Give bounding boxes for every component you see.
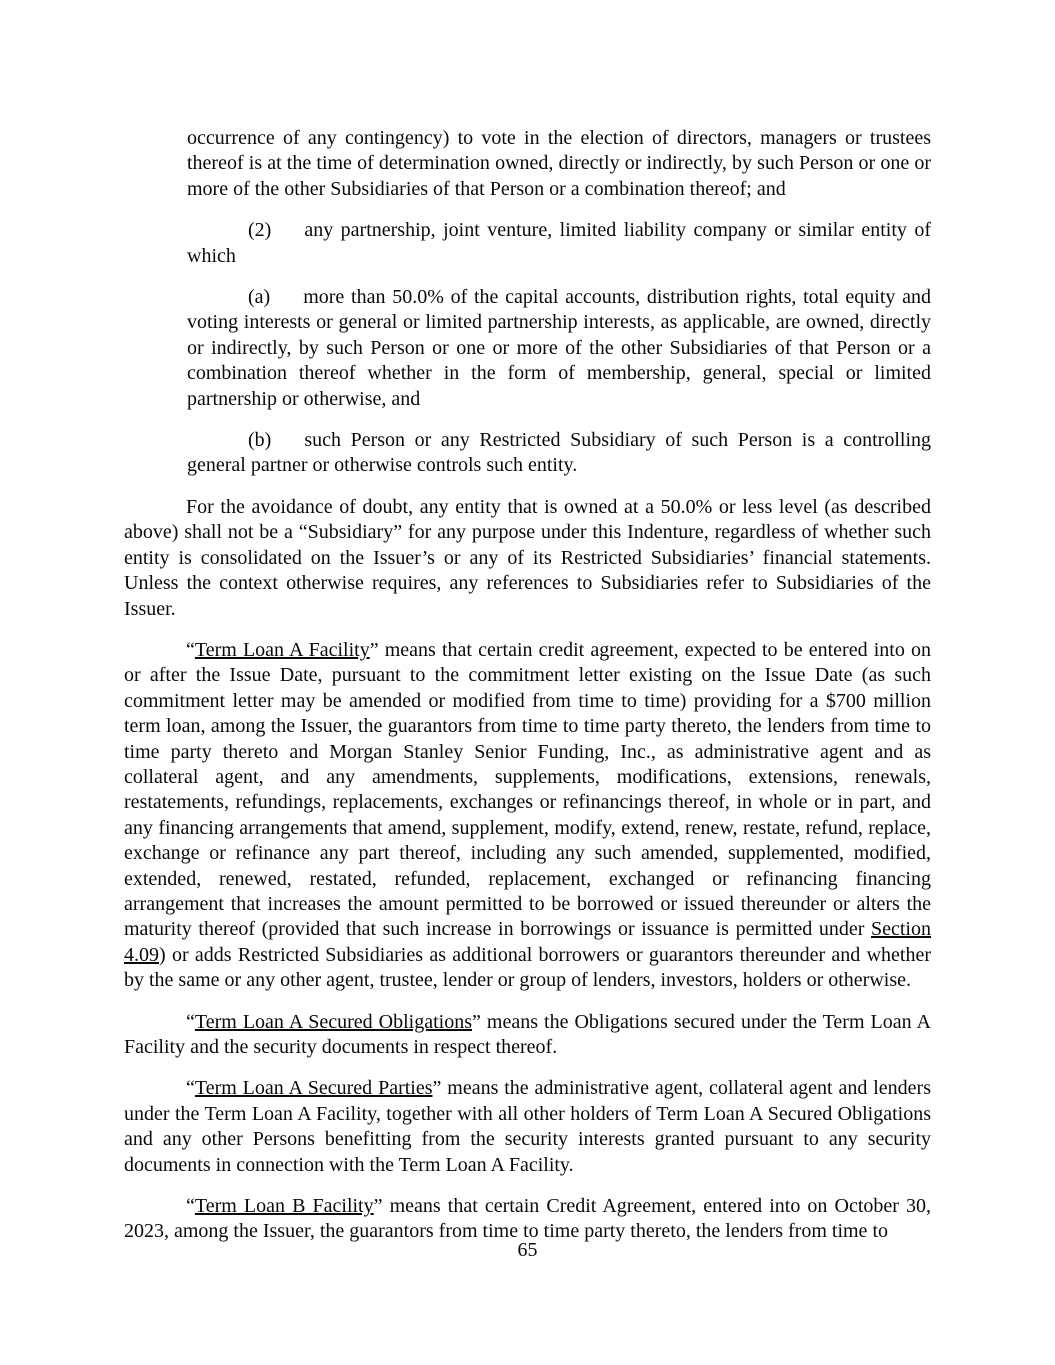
- paragraph: [187, 218, 931, 269]
- text-segment: “: [186, 1195, 195, 1218]
- page-number: 65: [517, 1239, 538, 1261]
- defined-term: Term Loan A Secured Parties: [194, 1077, 433, 1100]
- paragraph: [187, 126, 931, 202]
- defined-term: Term Loan A Facility: [194, 638, 370, 661]
- paragraph: [124, 1010, 931, 1061]
- text-segment: “: [186, 1077, 195, 1100]
- paragraph: [124, 638, 931, 994]
- text-segment: such Person or any Restricted Subsidiary of such Person is a controlling general partner or otherwise controls such entity.: [187, 429, 931, 477]
- paragraph: [187, 285, 931, 412]
- text-segment: “: [186, 638, 195, 661]
- defined-term: Term Loan B Facility: [194, 1195, 374, 1218]
- paragraph: [124, 1076, 931, 1178]
- text-segment: ” means the Obligations secured under the Term Loan A Facility and the security documents in respect thereof.: [124, 1010, 932, 1058]
- text-segment: more than 50.0% of the capital accounts, distribution rights, total equity and voting interests or general or limited partnership interests, as applicable, are owned, directly or indirectly, by such Person or one or more of the other Subsidiaries of that Person or a combination thereof whether in the form of membership, general, special or limited partnership or otherwise, and: [187, 286, 931, 410]
- defined-term: Term Loan A Secured Obligations: [194, 1010, 472, 1033]
- defined-term: Section 4.09: [124, 918, 931, 966]
- clause-label: (2): [248, 219, 272, 242]
- document-body: [124, 126, 931, 1261]
- paragraph: [187, 428, 931, 479]
- text-segment: ” means the administrative agent, collateral agent and lenders under the Term Loan A Facility, together with all other holders of Term Loan A Secured Obligations and any other Persons benefitting from the security interests granted pursuant to any security documents in connection with the Term Loan A Facility.: [124, 1077, 931, 1176]
- text-segment: For the avoidance of doubt, any entity that is owned at a 50.0% or less level (as described above) shall not be a “Subsidiary” for any purpose under this Indenture, regardless of whether such entity is consolidated on the Issuer’s or any of its Restricted Subsidiaries’ financial statements. Unless the context otherwise requires, any references to Subsidiaries refer to Subsidiaries of the Issuer.: [124, 495, 931, 620]
- text-segment: occurrence of any contingency) to vote in the election of directors, managers or trustees thereof is at the time of determination owned, directly or indirectly, by such Person or one or more of the other Subsidiaries of that Person or a combination thereof; and: [187, 127, 931, 200]
- text-segment: ) or adds Restricted Subsidiaries as additional borrowers or guarantors thereunder and whether by the same or any other agent, trustee, lender or group of lenders, investors, holders or otherwise.: [124, 943, 931, 992]
- clause-label: (b): [248, 429, 272, 452]
- text-segment: “: [186, 1010, 195, 1033]
- text-segment: ” means that certain credit agreement, expected to be entered into on or after the Issue Date, pursuant to the commitment letter existing on the Issue Date (as such commitment letter may be amended or modified from time to time) providing for a $700 million term loan, among the Issuer, the guarantors from time to time party thereto, the lenders from time to time party thereto and Morgan Stanley Senior Funding, Inc., as administrative agent and as collateral agent, and any amendments, supplements, modifications, extensions, renewals, restatements, refundings, replacements, exchanges or refinancings thereof, in whole or in part, and any financing arrangements that amend, supplement, modify, extend, renew, restate, refund, replace, exchange or refinance any part thereof, including any such amended, supplemented, modified, extended, renewed, restated, refunded, replacement, exchanged or refinancing financing arrangement that increases the amount permitted to be borrowed or issued thereunder or alters the maturity thereof (provided that such increase in borrowings or issuance is permitted under: [124, 638, 931, 941]
- text-segment: any partnership, joint venture, limited liability company or similar entity of which: [187, 219, 931, 267]
- text-segment: ” means that certain Credit Agreement, entered into on October 30, 2023, among the Issuer, the guarantors from time to time party thereto, the lenders from time to: [124, 1195, 932, 1243]
- clause-label: (a): [248, 286, 271, 309]
- paragraph: [124, 495, 931, 622]
